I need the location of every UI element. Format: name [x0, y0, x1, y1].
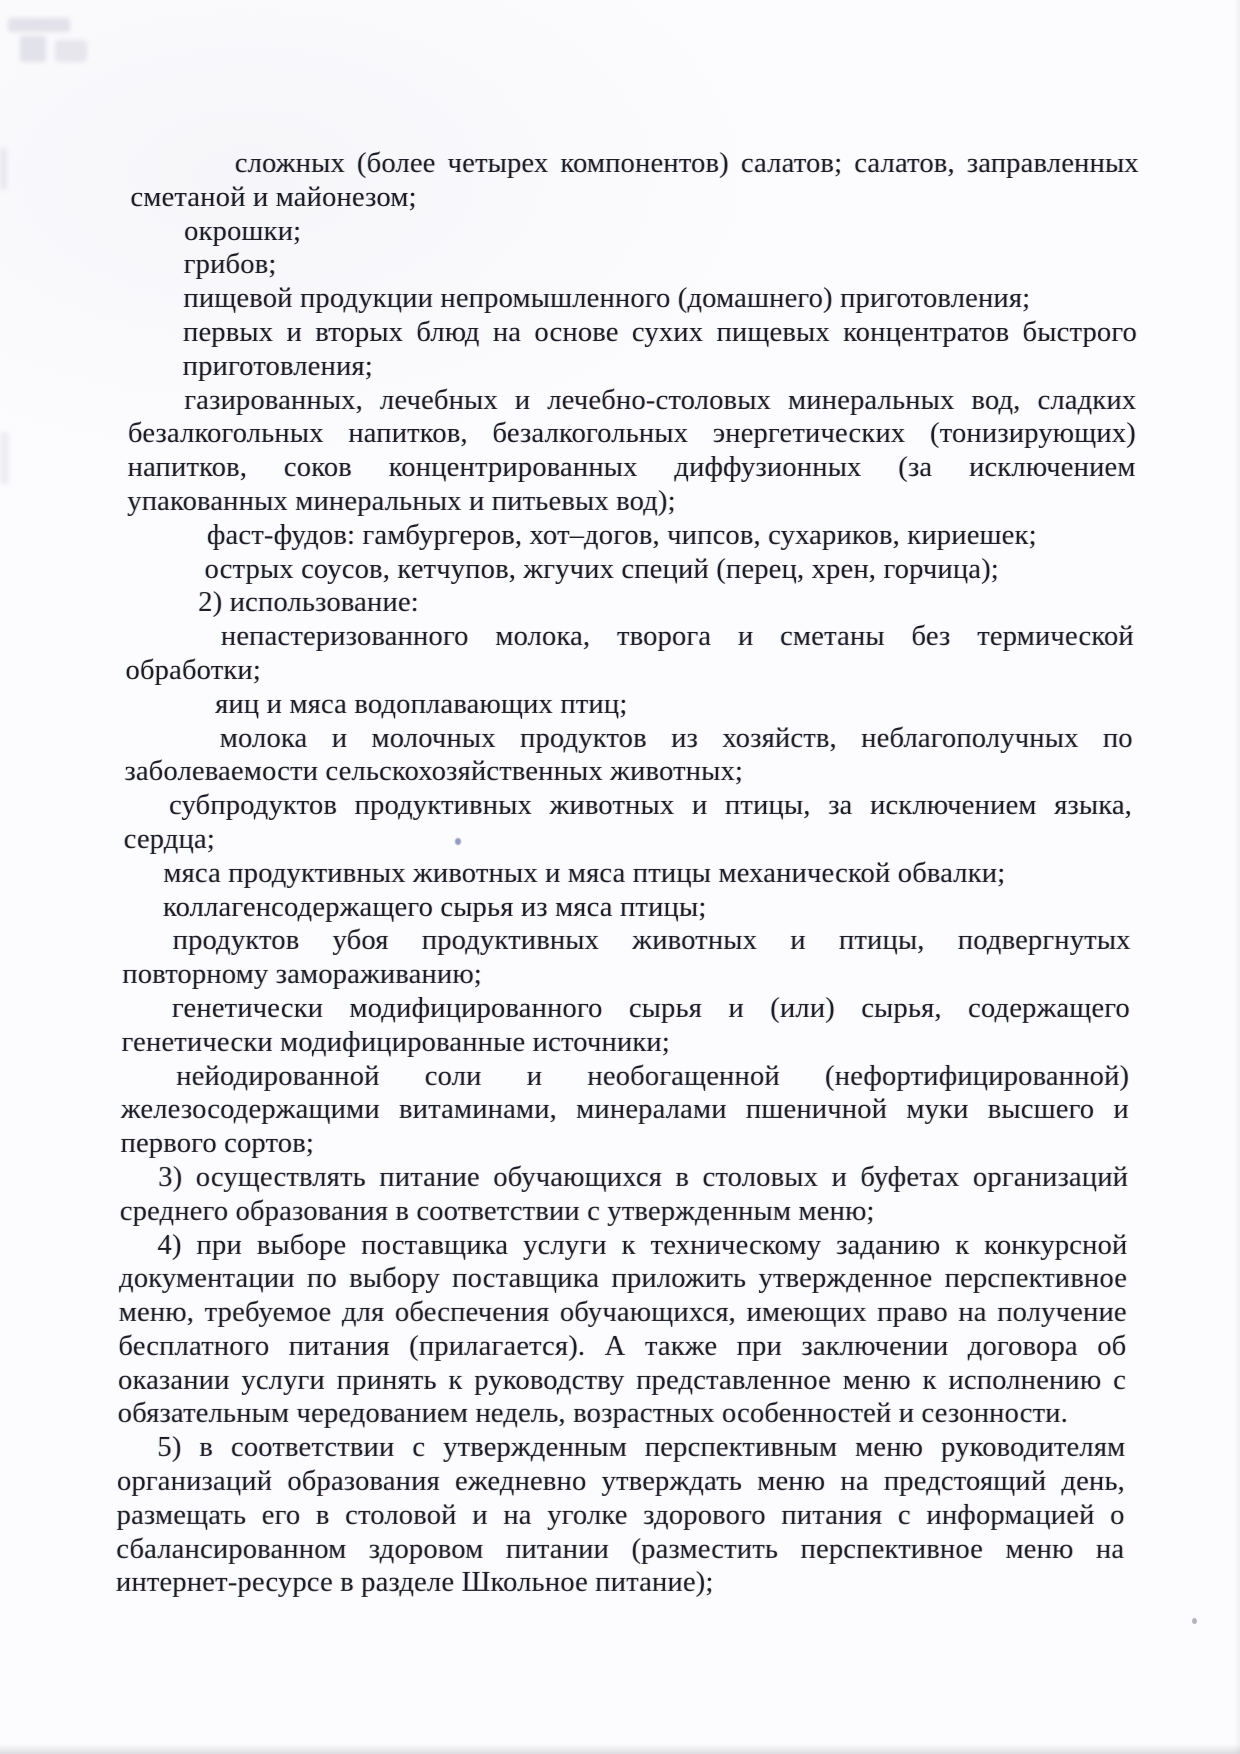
document-line: среднего образования в соответствии с утвержденным меню;	[119, 1195, 875, 1227]
document-line: организаций образования ежедневно утверждать меню на предстоящий день,	[116, 1466, 1126, 1498]
document-line: приготовления;	[182, 350, 374, 382]
document-line: бесплатного питания (прилагается). А также при заключении договора об	[118, 1330, 1127, 1362]
document-line: сбалансированном здоровом питании (разместить перспективное меню на	[116, 1533, 1125, 1565]
document-line: субпродуктов продуктивных животных и птицы, за исключением языка,	[168, 790, 1133, 822]
speck-artifact	[1192, 1618, 1197, 1624]
document-line: размещать его в столовой и на уголке здорового питания с информацией о	[116, 1499, 1125, 1531]
document-line: генетически модифицированные источники;	[121, 1026, 671, 1058]
document-line: меню, требуемое для обеспечения обучающихся, имеющих право на получение	[118, 1297, 1127, 1329]
document-line: окрошки;	[183, 215, 302, 247]
document-line: документации по выбору поставщика приложить утвержденное перспективное	[118, 1263, 1128, 1295]
document-line: нейодированной соли и необогащенной (нефортифицированной)	[176, 1060, 1130, 1092]
document-line: оказании услуги принять к руководству представленное меню к исполнению с	[117, 1364, 1127, 1396]
document-line: обработки;	[125, 654, 262, 686]
document-line: молока и молочных продуктов из хозяйств, неблагополучных по	[219, 722, 1133, 754]
document-line: сердца;	[123, 823, 216, 855]
scan-smudge	[0, 148, 7, 190]
document-line: газированных, лечебных и лечебно-столовых минеральных вод, сладких	[184, 384, 1137, 416]
document-line: безалкогольных напитков, безалкогольных энергетических (тонизирующих)	[127, 418, 1137, 450]
document-line: 4) при выборе поставщика услуги к техническому заданию к конкурсной	[157, 1229, 1128, 1261]
scan-edge-shadow	[1234, 0, 1240, 1754]
document-line: 2) использование:	[198, 587, 420, 619]
document-line: острых соусов, кетчупов, жгучих специй (перец, хрен, горчица);	[204, 553, 1000, 585]
scan-smudge	[8, 18, 70, 32]
document-line: продуктов убоя продуктивных животных и птицы, подвергнутых	[172, 925, 1131, 957]
document-line: сметаной и майонезом;	[130, 181, 417, 213]
document-line: железосодержащими витаминами, минералами пшеничной муки высшего и	[120, 1094, 1130, 1126]
document-line: 5) в соответствии с утвержденным перспективным меню руководителям	[157, 1432, 1126, 1464]
document-line: грибов;	[183, 249, 277, 281]
scan-smudge	[20, 36, 46, 62]
document-line: упакованных минеральных и питьевых вод);	[127, 485, 676, 517]
scan-smudge	[55, 40, 87, 62]
document-line: генетически модифицированного сырья и (или) сырья, содержащего	[171, 992, 1131, 1024]
document-line: первого сортов;	[120, 1128, 315, 1160]
document-line: пищевой продукции непромышленного (домашнего) приготовления;	[183, 283, 1031, 315]
document-line: сложных (более четырех компонентов) салатов; салатов, заправленных	[234, 148, 1139, 179]
document-line: первых и вторых блюд на основе сухих пищевых концентратов быстрого	[182, 316, 1138, 348]
document-line: обязательным чередованием недель, возрастных особенностей и сезонности.	[117, 1398, 1069, 1430]
document-line: мяса продуктивных животных и мяса птицы механической обвалки;	[163, 857, 1006, 889]
document-line: фаст-фудов: гамбургеров, хот–догов, чипсов, сухариков, кириешек;	[206, 519, 1037, 551]
document-line: интернет-ресурсе в разделе Школьное питание);	[115, 1567, 714, 1599]
document-line: 3) осуществлять питание обучающихся в столовых и буфетах организаций	[158, 1161, 1129, 1193]
document-line: напитков, соков концентрированных диффузионных (за исключением	[127, 452, 1136, 484]
scan-smudge	[0, 432, 9, 484]
document-line: непастеризованного молока, творога и сметаны без термической	[220, 621, 1135, 653]
text-block	[116, 147, 1139, 1600]
document-line: повторному замораживанию;	[122, 959, 483, 991]
document-line: яиц и мяса водоплавающих птиц;	[215, 688, 628, 720]
scan-edge-shadow	[0, 1744, 1240, 1754]
document-line: коллагенсодержащего сырья из мяса птицы;	[162, 891, 707, 923]
document-line: заболеваемости сельскохозяйственных животных;	[124, 756, 744, 788]
